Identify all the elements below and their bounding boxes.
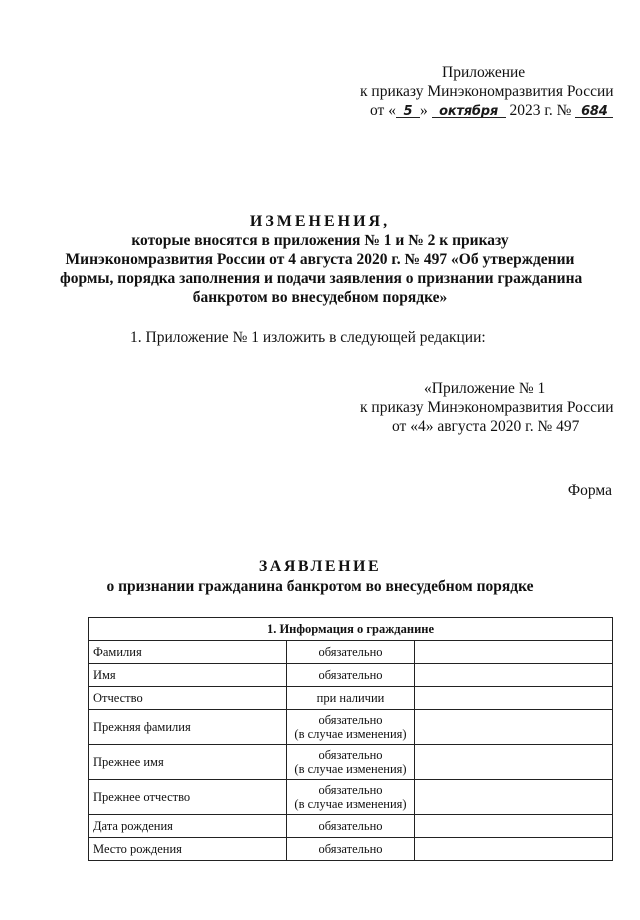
row-requirement xyxy=(287,780,415,815)
requirement-text: обязательно xyxy=(318,819,383,833)
table-section-header-row xyxy=(89,618,613,641)
table-row xyxy=(89,710,613,745)
requirement-text: обязательно xyxy=(318,748,383,762)
row-label: Прежнее имя xyxy=(89,745,287,780)
handwritten-day: 5 xyxy=(396,104,420,119)
document-title xyxy=(60,212,583,307)
row-requirement xyxy=(287,641,415,664)
table-row xyxy=(89,687,613,710)
row-value-cell[interactable] xyxy=(415,815,613,838)
date-mid: » xyxy=(419,102,428,119)
row-requirement xyxy=(287,838,415,861)
row-label: Имя xyxy=(89,664,287,687)
table-row xyxy=(89,815,613,838)
statement-title-block xyxy=(60,557,580,597)
title-heading: ИЗМЕНЕНИЯ, xyxy=(249,213,391,230)
requirement-text: обязательно xyxy=(318,783,383,797)
citizen-info-table xyxy=(88,617,613,861)
requirement-text: обязательно xyxy=(318,842,383,856)
requirement-text: обязательно xyxy=(318,668,383,682)
title-line-3: Минэкономразвития России от 4 августа 2020 г. № 497 «Об утверждении xyxy=(65,251,575,268)
requirement-note: (в случае изменения) xyxy=(294,762,407,776)
row-label: Прежнее отчество xyxy=(89,780,287,815)
row-value-cell[interactable] xyxy=(415,687,613,710)
appendix-line-3: от «4» августа 2020 г. № 497 xyxy=(392,418,580,435)
date-year-text: 2023 г. № xyxy=(509,102,572,119)
row-value-cell[interactable] xyxy=(415,780,613,815)
date-prefix: от « xyxy=(370,102,396,119)
row-label: Место рождения xyxy=(89,838,287,861)
requirement-text: обязательно xyxy=(318,645,383,659)
title-line-4: формы, порядка заполнения и подачи заявления о признании гражданина xyxy=(60,270,583,287)
row-requirement xyxy=(287,687,415,710)
table-row xyxy=(89,641,613,664)
appendix-line-2: к приказу Минэкономразвития России xyxy=(360,399,614,416)
statement-subtitle: о признании гражданина банкротом во внесудебном порядке xyxy=(106,578,534,595)
table-section-header: 1. Информация о гражданине xyxy=(89,618,613,641)
requirement-text: при наличии xyxy=(316,691,385,705)
row-value-cell[interactable] xyxy=(415,838,613,861)
handwritten-number: 684 xyxy=(575,104,613,119)
row-label: Прежняя фамилия xyxy=(89,710,287,745)
row-requirement xyxy=(287,710,415,745)
title-line-5: банкротом во внесудебном порядке» xyxy=(192,289,448,306)
row-value-cell[interactable] xyxy=(415,641,613,664)
row-label: Фамилия xyxy=(89,641,287,664)
header-date-line xyxy=(370,102,613,120)
row-label: Отчество xyxy=(89,687,287,710)
paragraph-1: 1. Приложение № 1 изложить в следующей редакции: xyxy=(130,329,486,346)
appendix-line-1: «Приложение № 1 xyxy=(424,380,546,397)
row-requirement xyxy=(287,745,415,780)
requirement-text: обязательно xyxy=(318,713,383,727)
header-line-2: к приказу Минэкономразвития России xyxy=(360,83,614,100)
row-value-cell[interactable] xyxy=(415,664,613,687)
requirement-note: (в случае изменения) xyxy=(294,797,407,811)
table-row xyxy=(89,745,613,780)
title-line-2: которые вносятся в приложения № 1 и № 2 к приказу xyxy=(131,232,509,249)
table-row xyxy=(89,664,613,687)
handwritten-month: октября xyxy=(432,104,506,119)
requirement-note: (в случае изменения) xyxy=(294,727,407,741)
row-value-cell[interactable] xyxy=(415,745,613,780)
row-requirement xyxy=(287,815,415,838)
row-requirement xyxy=(287,664,415,687)
row-value-cell[interactable] xyxy=(415,710,613,745)
statement-title: ЗАЯВЛЕНИЕ xyxy=(258,558,382,575)
table-row xyxy=(89,838,613,861)
header-line-1: Приложение xyxy=(442,64,526,81)
form-label: Форма xyxy=(567,482,612,499)
table-row xyxy=(89,780,613,815)
row-label: Дата рождения xyxy=(89,815,287,838)
